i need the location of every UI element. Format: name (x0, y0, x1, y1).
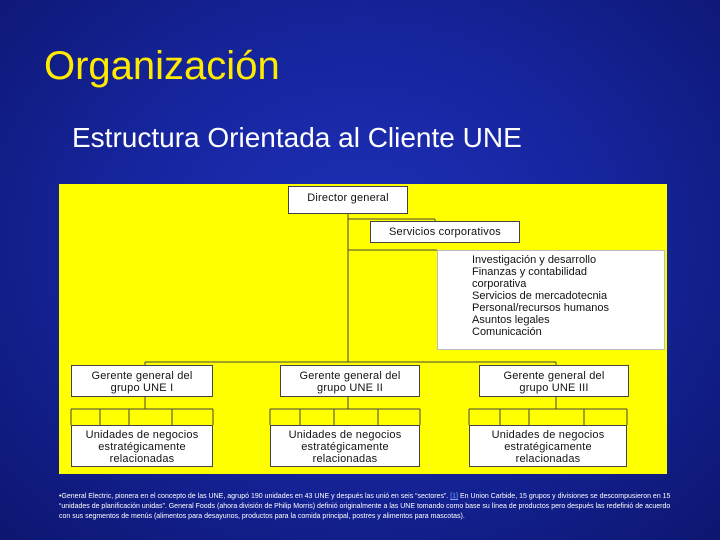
corporate-unit-item: Comunicación (472, 326, 542, 338)
group1-units-line1: Unidades de negocios (85, 429, 199, 441)
footnote-text-end: En Union Carbide, 15 grupos y divisiones se descompusieron en 15 “unidades de planificación unidas”. General Foods (ahora división de Philip Morris) definió originalmente a las UNE tomando como base su línea de productos pero después las redefinió de acuerdo con sus segmentos de menús (alimentos para desayunos, productos para la comida principal, postres y alimentos para mascotas). (59, 493, 671, 520)
group3-manager-line2: grupo UNE III (519, 382, 589, 394)
group3-manager-box (479, 365, 629, 397)
group2-manager-box (280, 365, 420, 397)
corporate-unit-item: Servicios de mercadotecnia (472, 290, 608, 302)
slide-subtitle: Estructura Orientada al Cliente UNE (72, 122, 522, 153)
corporate-units-list (437, 250, 665, 350)
group2-units-line3: relacionadas (312, 453, 378, 465)
group3-units-line3: relacionadas (515, 453, 581, 465)
group1-subunits (71, 397, 213, 425)
corporate-unit-item: Investigación y desarrollo (472, 254, 597, 266)
group2-units-line1: Unidades de negocios (288, 429, 402, 441)
group3-subunits (469, 397, 627, 425)
group1-manager-line1: Gerente general del (91, 370, 193, 382)
footnote (59, 492, 675, 522)
group3-manager-line1: Gerente general del (503, 370, 605, 382)
slide-title: Organización (44, 44, 280, 88)
group2-manager-line2: grupo UNE II (317, 382, 383, 394)
group3-units-box (469, 425, 627, 467)
group3-units-line2: estratégicamente (504, 441, 592, 453)
corporate-services-box (370, 221, 520, 243)
group1-manager-box (71, 365, 213, 397)
corporate-unit-item: Finanzas y contabilidad (472, 266, 587, 278)
footnote-text-start: •General Electric, pionera en el concepto de las UNE, agrupó 190 unidades en 43 UNE y después las unió en seis “sectores”. (59, 493, 449, 500)
corporate-unit-item: Asuntos legales (472, 314, 550, 326)
org-chart (59, 184, 667, 474)
corporate-services-label: Servicios corporativos (389, 226, 501, 238)
director-label: Director general (307, 192, 389, 204)
group2-units-line2: estratégicamente (301, 441, 389, 453)
group2-manager-line1: Gerente general del (299, 370, 401, 382)
group1-units-box (71, 425, 213, 467)
group2-subunits (270, 397, 420, 425)
group1-manager-line2: grupo UNE I (110, 382, 174, 394)
group3-units-line1: Unidades de negocios (491, 429, 605, 441)
group1-units-line2: estratégicamente (98, 441, 186, 453)
group1-units-line3: relacionadas (109, 453, 175, 465)
director-box (288, 186, 408, 214)
corporate-unit-item: corporativa (472, 278, 527, 290)
corporate-unit-item: Personal/recursos humanos (472, 302, 609, 314)
footnote-ref-link[interactable]: [1] (450, 493, 458, 500)
group2-units-box (270, 425, 420, 467)
